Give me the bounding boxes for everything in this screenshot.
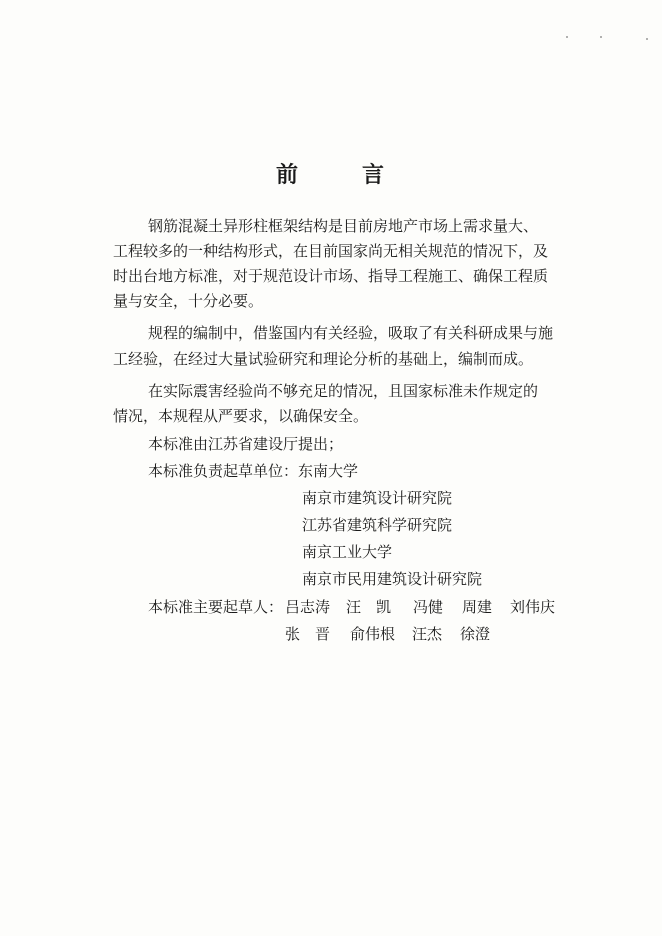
drafters-label: 本标准主要起草人： <box>148 598 284 616</box>
drafter-name: 吕志涛 <box>285 598 331 616</box>
drafter-name: 冯健 <box>413 598 444 616</box>
drafter-name: 俞伟根 <box>350 625 396 643</box>
drafter-name: 张 晋 <box>285 625 331 643</box>
title-char-2: 言 <box>362 162 387 188</box>
drafter-name: 徐澄 <box>460 625 491 643</box>
paragraph-1-line-2: 工程较多的一种结构形式，在目前国家尚无相关规范的情况下，及 <box>113 242 549 260</box>
paragraph-2-line-1: 规程的编制中，借鉴国内有关经验，吸取了有关科研成果与施 <box>148 324 554 342</box>
drafting-unit-5: 南京市民用建筑设计研究院 <box>302 570 483 588</box>
drafting-unit-1: 东南大学 <box>298 462 359 480</box>
drafting-unit-4: 南京工业大学 <box>302 543 393 561</box>
drafter-name: 刘伟庆 <box>510 598 556 616</box>
paragraph-2-line-2: 工经验，在经过大量试验研究和理论分析的基础上，编制而成。 <box>113 350 534 368</box>
paragraph-3-line-2: 情况，本规程从严要求，以确保安全。 <box>113 407 369 425</box>
paragraph-1-line-3: 时出台地方标准，对于规范设计市场、指导工程施工、确保工程质 <box>113 267 549 285</box>
scan-speck <box>600 36 602 38</box>
proposer-line: 本标准由江苏省建设厅提出； <box>148 435 344 453</box>
drafter-name: 汪杰 <box>412 625 443 643</box>
paragraph-3-line-1: 在实际震害经验尚不够充足的情况，且国家标准未作规定的 <box>148 382 539 400</box>
paragraph-1-line-4: 量与安全，十分必要。 <box>113 292 264 310</box>
scan-speck <box>566 36 568 38</box>
drafting-unit-3: 江苏省建筑科学研究院 <box>302 516 453 534</box>
drafter-name: 周建 <box>462 598 493 616</box>
drafting-unit-2: 南京市建筑设计研究院 <box>302 489 453 507</box>
page-title <box>0 158 662 189</box>
drafting-units-row <box>148 461 608 481</box>
title-char-1: 前 <box>275 162 300 188</box>
drafting-units-label: 本标准负责起草单位： <box>148 462 299 480</box>
scan-speck <box>646 38 648 40</box>
drafter-name: 汪 凯 <box>346 598 392 616</box>
paragraph-1-line-1: 钢筋混凝土异形柱框架结构是目前房地产市场上需求量大、 <box>148 217 539 235</box>
